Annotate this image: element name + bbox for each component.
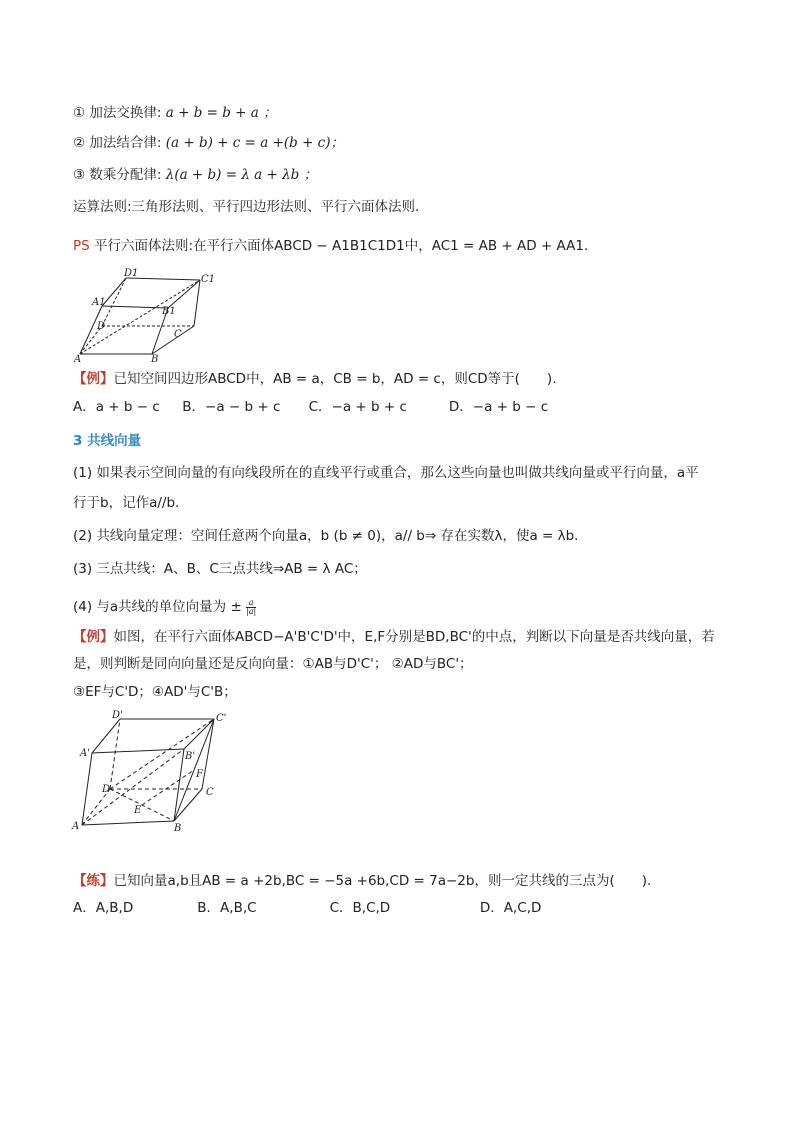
- option-c: C．−a + b + c: [308, 399, 407, 415]
- law-distributive: [73, 166, 317, 184]
- vertex-label: D: [97, 321, 106, 332]
- law-formula: λ(a + b) = λ a + λb ；: [165, 167, 318, 183]
- practice-options: [73, 899, 541, 917]
- option-b: B．A,B,C: [197, 900, 257, 916]
- law-commutative: [73, 104, 277, 122]
- example-text: 如图，在平行六面体ABCD−A'B'C'D'中，E,F分别是BD,BC'的中点，判断以下向量是否共线向量，若: [113, 629, 715, 645]
- vertex-label: E: [134, 805, 142, 816]
- item-3: (3) 三点共线：A、B、C三点共线⇒AB = λ AC；: [73, 561, 367, 577]
- vertex-label: A1: [92, 297, 106, 308]
- item-4-text: (4) 与a共线的单位向量为 ±: [73, 599, 242, 615]
- vertex-label: C1: [201, 274, 216, 285]
- law-label: 加法结合律:: [89, 135, 162, 151]
- law-label: 数乘分配律:: [89, 167, 162, 183]
- law-label: 加法交换律:: [89, 105, 162, 121]
- example-tag: 【例】: [73, 629, 114, 645]
- ps-note: [73, 237, 588, 255]
- vertex-label: A: [72, 821, 80, 832]
- law-number: ①: [73, 105, 86, 121]
- vertex-label: A: [74, 354, 82, 365]
- practice-question: [73, 872, 651, 890]
- law-number: ③: [73, 167, 86, 183]
- unit-vector-fraction: $\frac{a}{|a|}$: [246, 597, 257, 616]
- vertex-label: C: [206, 787, 214, 798]
- example-1-options: [73, 398, 548, 416]
- vertex-label: C': [216, 713, 227, 724]
- example-1-question: [73, 370, 557, 388]
- vertex-label: B: [174, 823, 182, 834]
- option-a: A．A,B,D: [73, 900, 134, 916]
- vertex-label: A': [80, 748, 90, 759]
- option-b: B．−a − b + c: [182, 399, 281, 415]
- option-d: D．A,C,D: [479, 900, 542, 916]
- example-tag: 【例】: [73, 371, 114, 387]
- vertex-label: C: [174, 329, 182, 340]
- item-2: (2) 共线向量定理：空间任意两个向量a，b (b ≠ 0)，a// b⇒ 存在实数λ，使a = λb.: [73, 528, 579, 544]
- section-title: 3 共线向量: [73, 433, 142, 449]
- vertex-label: B': [185, 751, 196, 762]
- ps-tag: PS: [73, 238, 90, 254]
- law-formula: (a + b) + c = a +(b + c)；: [165, 135, 345, 151]
- vertex-label: D: [102, 784, 111, 795]
- vertex-label: B1: [162, 306, 176, 317]
- vertex-label: B: [151, 354, 159, 365]
- example-2-line-1: [73, 628, 715, 646]
- option-c: C．B,C,D: [329, 900, 391, 916]
- rules-text: 运算法则:三角形法则、平行四边形法则、平行六面体法则.: [73, 199, 420, 215]
- example-2-line-3: ③EF与C'D；④AD'与C'B；: [73, 684, 237, 700]
- vertex-label: D1: [124, 268, 139, 279]
- item-1-line-2: 行于b，记作a//b.: [73, 495, 180, 511]
- vertex-label: D': [112, 710, 123, 721]
- law-formula: a + b = b + a ；: [165, 105, 277, 121]
- parallelepiped-figure-2: [70, 707, 235, 835]
- option-a: A．a + b − c: [73, 399, 160, 415]
- practice-text: 已知向量a,b且AB = a +2b,BC = −5a +6b,CD = 7a−2b，则一定共线的三点为( ).: [113, 873, 652, 889]
- option-d: D．−a + b − c: [448, 399, 549, 415]
- example-2-line-2: 是，则判断是同向向量还是反向向量：①AB与D'C'； ②AD与BC'；: [73, 656, 473, 672]
- item-4: [73, 598, 256, 616]
- example-text: 已知空间四边形ABCD中，AB = a，CB = b，AD = c，则CD等于( ).: [113, 371, 557, 387]
- parallelepiped-figure-1: [70, 268, 220, 366]
- vertex-label: F: [196, 769, 203, 780]
- law-associative: [73, 134, 344, 152]
- ps-text: 平行六面体法则:在平行六面体ABCD − A1B1C1D1中，AC1 = AB + AD + AA1.: [94, 238, 589, 254]
- law-number: ②: [73, 135, 86, 151]
- item-1-line-1: (1) 如果表示空间向量的有向线段所在的直线平行或重合，那么这些向量也叫做共线向量或平行向量，a平: [73, 465, 699, 481]
- practice-tag: 【练】: [73, 873, 114, 889]
